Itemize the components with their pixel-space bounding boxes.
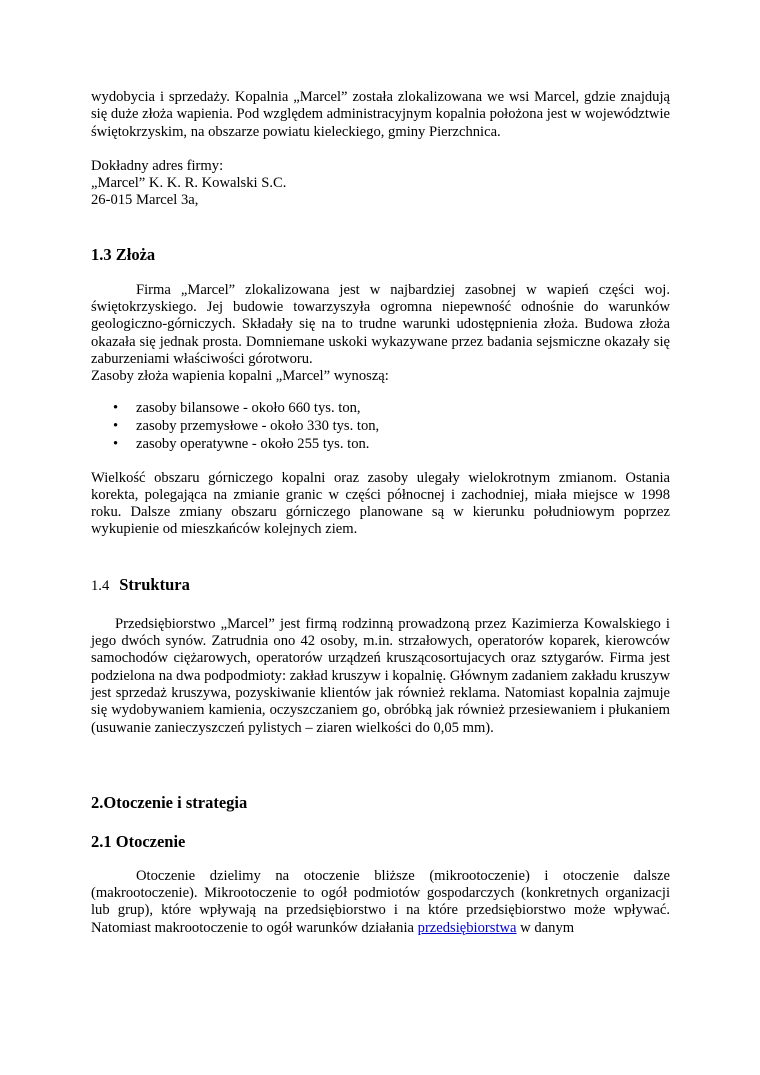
document-page — [91, 89, 670, 937]
list-item — [91, 399, 670, 417]
section-2-1-text-end: w danym — [516, 919, 575, 936]
list-item-text: zasoby operatywne - około 255 tys. ton. — [136, 435, 370, 452]
section-1-4-heading — [91, 575, 670, 596]
enterprise-link[interactable]: przedsiębiorstwa — [417, 919, 517, 936]
reserves-list — [91, 399, 670, 453]
section-1-3-paragraph-1: Firma „Marcel” zlokalizowana jest w najbardziej zasobnej w wapień części woj. świętokrzyskiego. Jej budowie towarzyszyła ogromna niepewność odnośnie do warunków geologiczno-górniczych. Składały się na to trudne warunki udostępnienia złoża. Budowa złoża okazała się jednak prosta. Domniemane uskoki wykazywane przez badania sejsmiczne okazały się zaburzeniami właściwości górotworu. — [91, 281, 670, 367]
list-item — [91, 417, 670, 435]
section-2-heading: 2.Otoczenie i strategia — [91, 792, 248, 812]
address-line-1: „Marcel” K. K. R. Kowalski S.C. — [91, 175, 287, 192]
list-item — [91, 435, 670, 453]
section-2-1-paragraph — [91, 868, 670, 937]
section-1-3-paragraph-2: Zasoby złoża wapienia kopalni „Marcel” wynoszą: — [91, 368, 389, 385]
section-2-1-heading: 2.1 Otoczenie — [91, 831, 186, 851]
section-1-3-heading: 1.3 Złoża — [91, 244, 156, 264]
address-label: Dokładny adres firmy: — [91, 157, 224, 174]
section-1-4-paragraph: Przedsiębiorstwo „Marcel” jest firmą rodzinną prowadzoną przez Kazimierza Kowalskiego i jego dwóch synów. Zatrudnia ono 42 osoby, m.in. strzałowych, operatorów koparek, kierowców samochodów ciężarowych, operatorów urządzeń kruszącosortujacych oraz sztygarów. Firma jest podzielona na dwa podpodmioty: zakład kruszyw i kopalnię. Głównym zadaniem zakładu kruszyw jest sprzedaż kruszywa, pozyskiwanie klientów jak również reklama. Natomiast kopalnia zajmuje się wydobywaniem kamienia, oczyszczaniem go, obróbką jak również przesiewaniem i płukaniem (usuwanie zanieczyszczeń pylistych – ziaren wielkości do 0,05 mm). — [91, 615, 670, 736]
bullet-icon: • — [113, 435, 119, 452]
section-1-4-number: 1.4 — [91, 577, 110, 594]
bullet-icon: • — [113, 417, 119, 434]
address-line-2: 26-015 Marcel 3a, — [91, 192, 199, 209]
section-1-4-title: Struktura — [119, 574, 190, 594]
list-item-text: zasoby przemysłowe - około 330 tys. ton, — [136, 417, 380, 434]
bullet-icon: • — [113, 399, 119, 416]
section-1-3-paragraph-3: Wielkość obszaru górniczego kopalni oraz zasoby ulegały wielokrotnym zmianom. Ostania korekta, polegająca na zmianie granic w części północnej i zachodniej, miała miejsce w 1998 roku. Dalsze zmiany obszaru górniczego planowane są w kierunku południowym poprzez wykupienie od mieszkańców kolejnych ziem. — [91, 469, 670, 538]
list-item-text: zasoby bilansowe - około 660 tys. ton, — [136, 399, 361, 416]
section-2-1-text: Otoczenie dzielimy na otoczenie bliższe (mikrootoczenie) i otoczenie dalsze (makrootoczenie). Mikrootoczenie to ogół podmiotów gospodarczych (konkretnych organizacji lub grup), które wpływają na przedsiębiorstwo i na które przedsiębiorstwo może wpływać. Natomiast makrootoczenie to ogół warunków działania — [91, 867, 670, 936]
intro-paragraph: wydobycia i sprzedaży. Kopalnia „Marcel” została zlokalizowana we wsi Marcel, gdzie znajdują się duże złoża wapienia. Pod względem administracyjnym kopalnia położona jest w województwie świętokrzyskim, na obszarze powiatu kieleckiego, gminy Pierzchnica. — [91, 89, 670, 140]
